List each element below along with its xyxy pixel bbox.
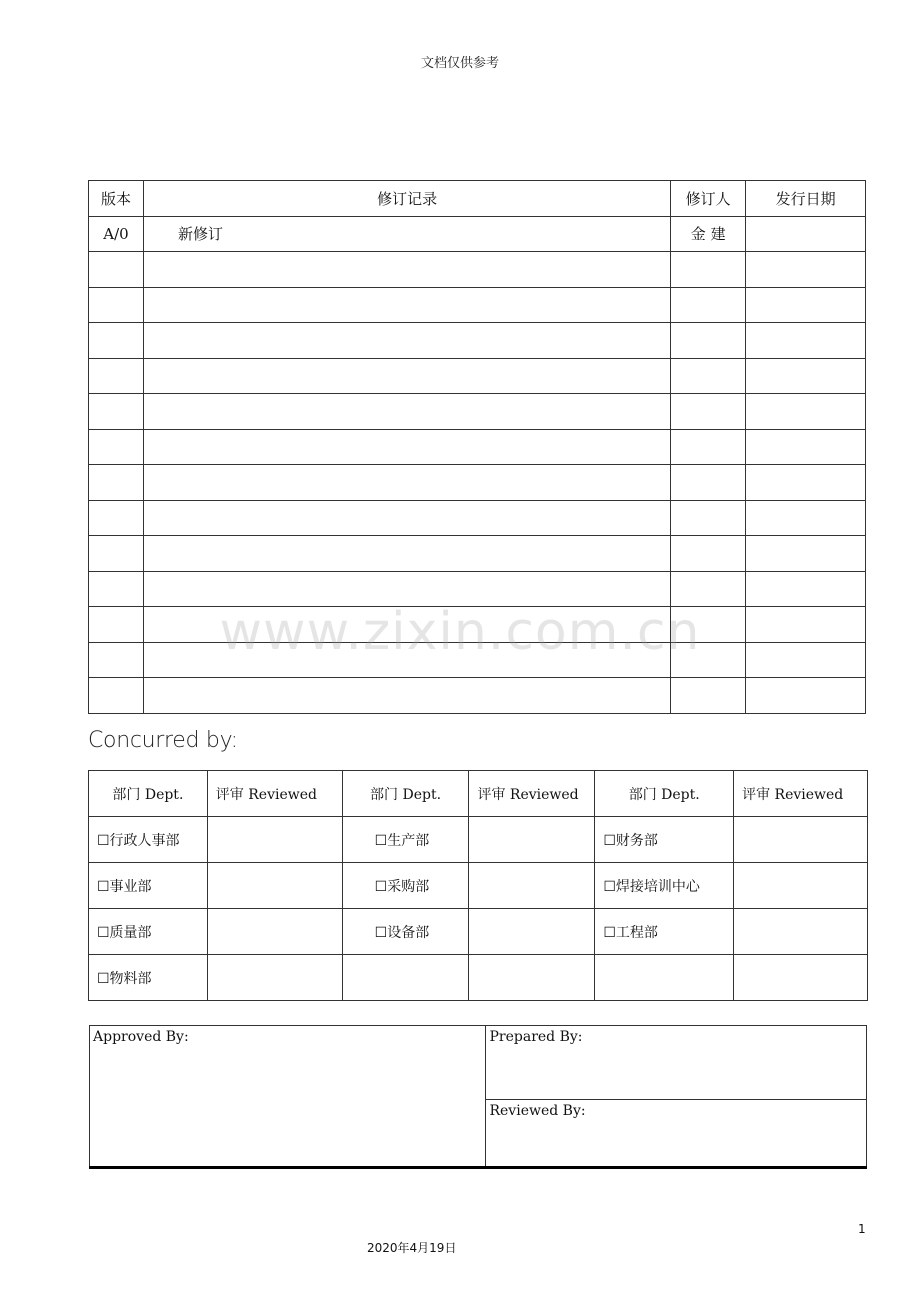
page-header: 文档仅供参考 [420, 56, 499, 71]
revision-row [89, 500, 866, 536]
reviser-header: 修订人 [671, 181, 746, 217]
version-header: 版本 [89, 181, 144, 217]
version-cell: A/0 [89, 216, 144, 252]
dept-checkbox[interactable]: ☐财务部 [595, 817, 734, 863]
reviewed-cell [207, 955, 342, 1001]
dept-checkbox[interactable]: ☐质量部 [89, 909, 208, 955]
reviewed-cell [469, 817, 595, 863]
reviewed-header: 评审 Reviewed [469, 771, 595, 817]
reviewed-cell [469, 909, 595, 955]
record-header: 修订记录 [143, 181, 670, 217]
dept-checkbox[interactable]: ☐行政人事部 [89, 817, 208, 863]
revision-row [89, 678, 866, 714]
watermark: www.zixin.com.cn [219, 602, 701, 662]
concurred-row [89, 817, 868, 863]
reviewed-cell [469, 863, 595, 909]
revision-row [89, 252, 866, 288]
revision-header-row [89, 181, 866, 217]
record-cell: 新修订 [143, 216, 670, 252]
concurred-row [89, 955, 868, 1001]
concurred-table [88, 770, 868, 1001]
reviewed-header: 评审 Reviewed [734, 771, 868, 817]
revision-row [89, 571, 866, 607]
revision-row [89, 323, 866, 359]
concurred-row [89, 863, 868, 909]
concurred-title: Concurred by: [88, 728, 238, 753]
date-header: 发行日期 [746, 181, 866, 217]
approved-by-cell: Approved By: [90, 1026, 486, 1168]
dept-checkbox[interactable]: ☐采购部 [342, 863, 469, 909]
page-number: 1 [858, 1222, 866, 1236]
revision-table [88, 180, 866, 714]
dept-checkbox[interactable]: ☐焊接培训中心 [595, 863, 734, 909]
revision-row [89, 642, 866, 678]
empty-cell [342, 955, 469, 1001]
reviewed-cell [207, 863, 342, 909]
dept-checkbox[interactable]: ☐生产部 [342, 817, 469, 863]
dept-checkbox[interactable]: ☐设备部 [342, 909, 469, 955]
empty-cell [595, 955, 734, 1001]
date-cell [746, 216, 866, 252]
concurred-header-row [89, 771, 868, 817]
dept-checkbox[interactable]: ☐工程部 [595, 909, 734, 955]
reviewed-header: 评审 Reviewed [207, 771, 342, 817]
concurred-row [89, 909, 868, 955]
dept-header: 部门 Dept. [342, 771, 469, 817]
reviewed-cell [469, 955, 595, 1001]
reviewed-by-cell: Reviewed By: [486, 1099, 867, 1167]
revision-row [89, 536, 866, 572]
dept-header: 部门 Dept. [595, 771, 734, 817]
reviewed-cell [734, 955, 868, 1001]
dept-checkbox[interactable]: ☐物料部 [89, 955, 208, 1001]
dept-header: 部门 Dept. [89, 771, 208, 817]
reviewed-cell [734, 817, 868, 863]
reviewed-cell [207, 817, 342, 863]
revision-row [89, 287, 866, 323]
dept-checkbox[interactable]: ☐事业部 [89, 863, 208, 909]
revision-row [89, 394, 866, 430]
revision-row [89, 429, 866, 465]
revision-row [89, 216, 866, 252]
approval-table [89, 1025, 867, 1169]
footer-date: 2020年4月19日 [367, 1241, 457, 1255]
revision-row [89, 358, 866, 394]
reviser-cell: 金 建 [671, 216, 746, 252]
prepared-by-cell: Prepared By: [486, 1026, 867, 1100]
revision-row [89, 465, 866, 501]
revision-row [89, 607, 866, 643]
reviewed-cell [207, 909, 342, 955]
reviewed-cell [734, 863, 868, 909]
reviewed-cell [734, 909, 868, 955]
